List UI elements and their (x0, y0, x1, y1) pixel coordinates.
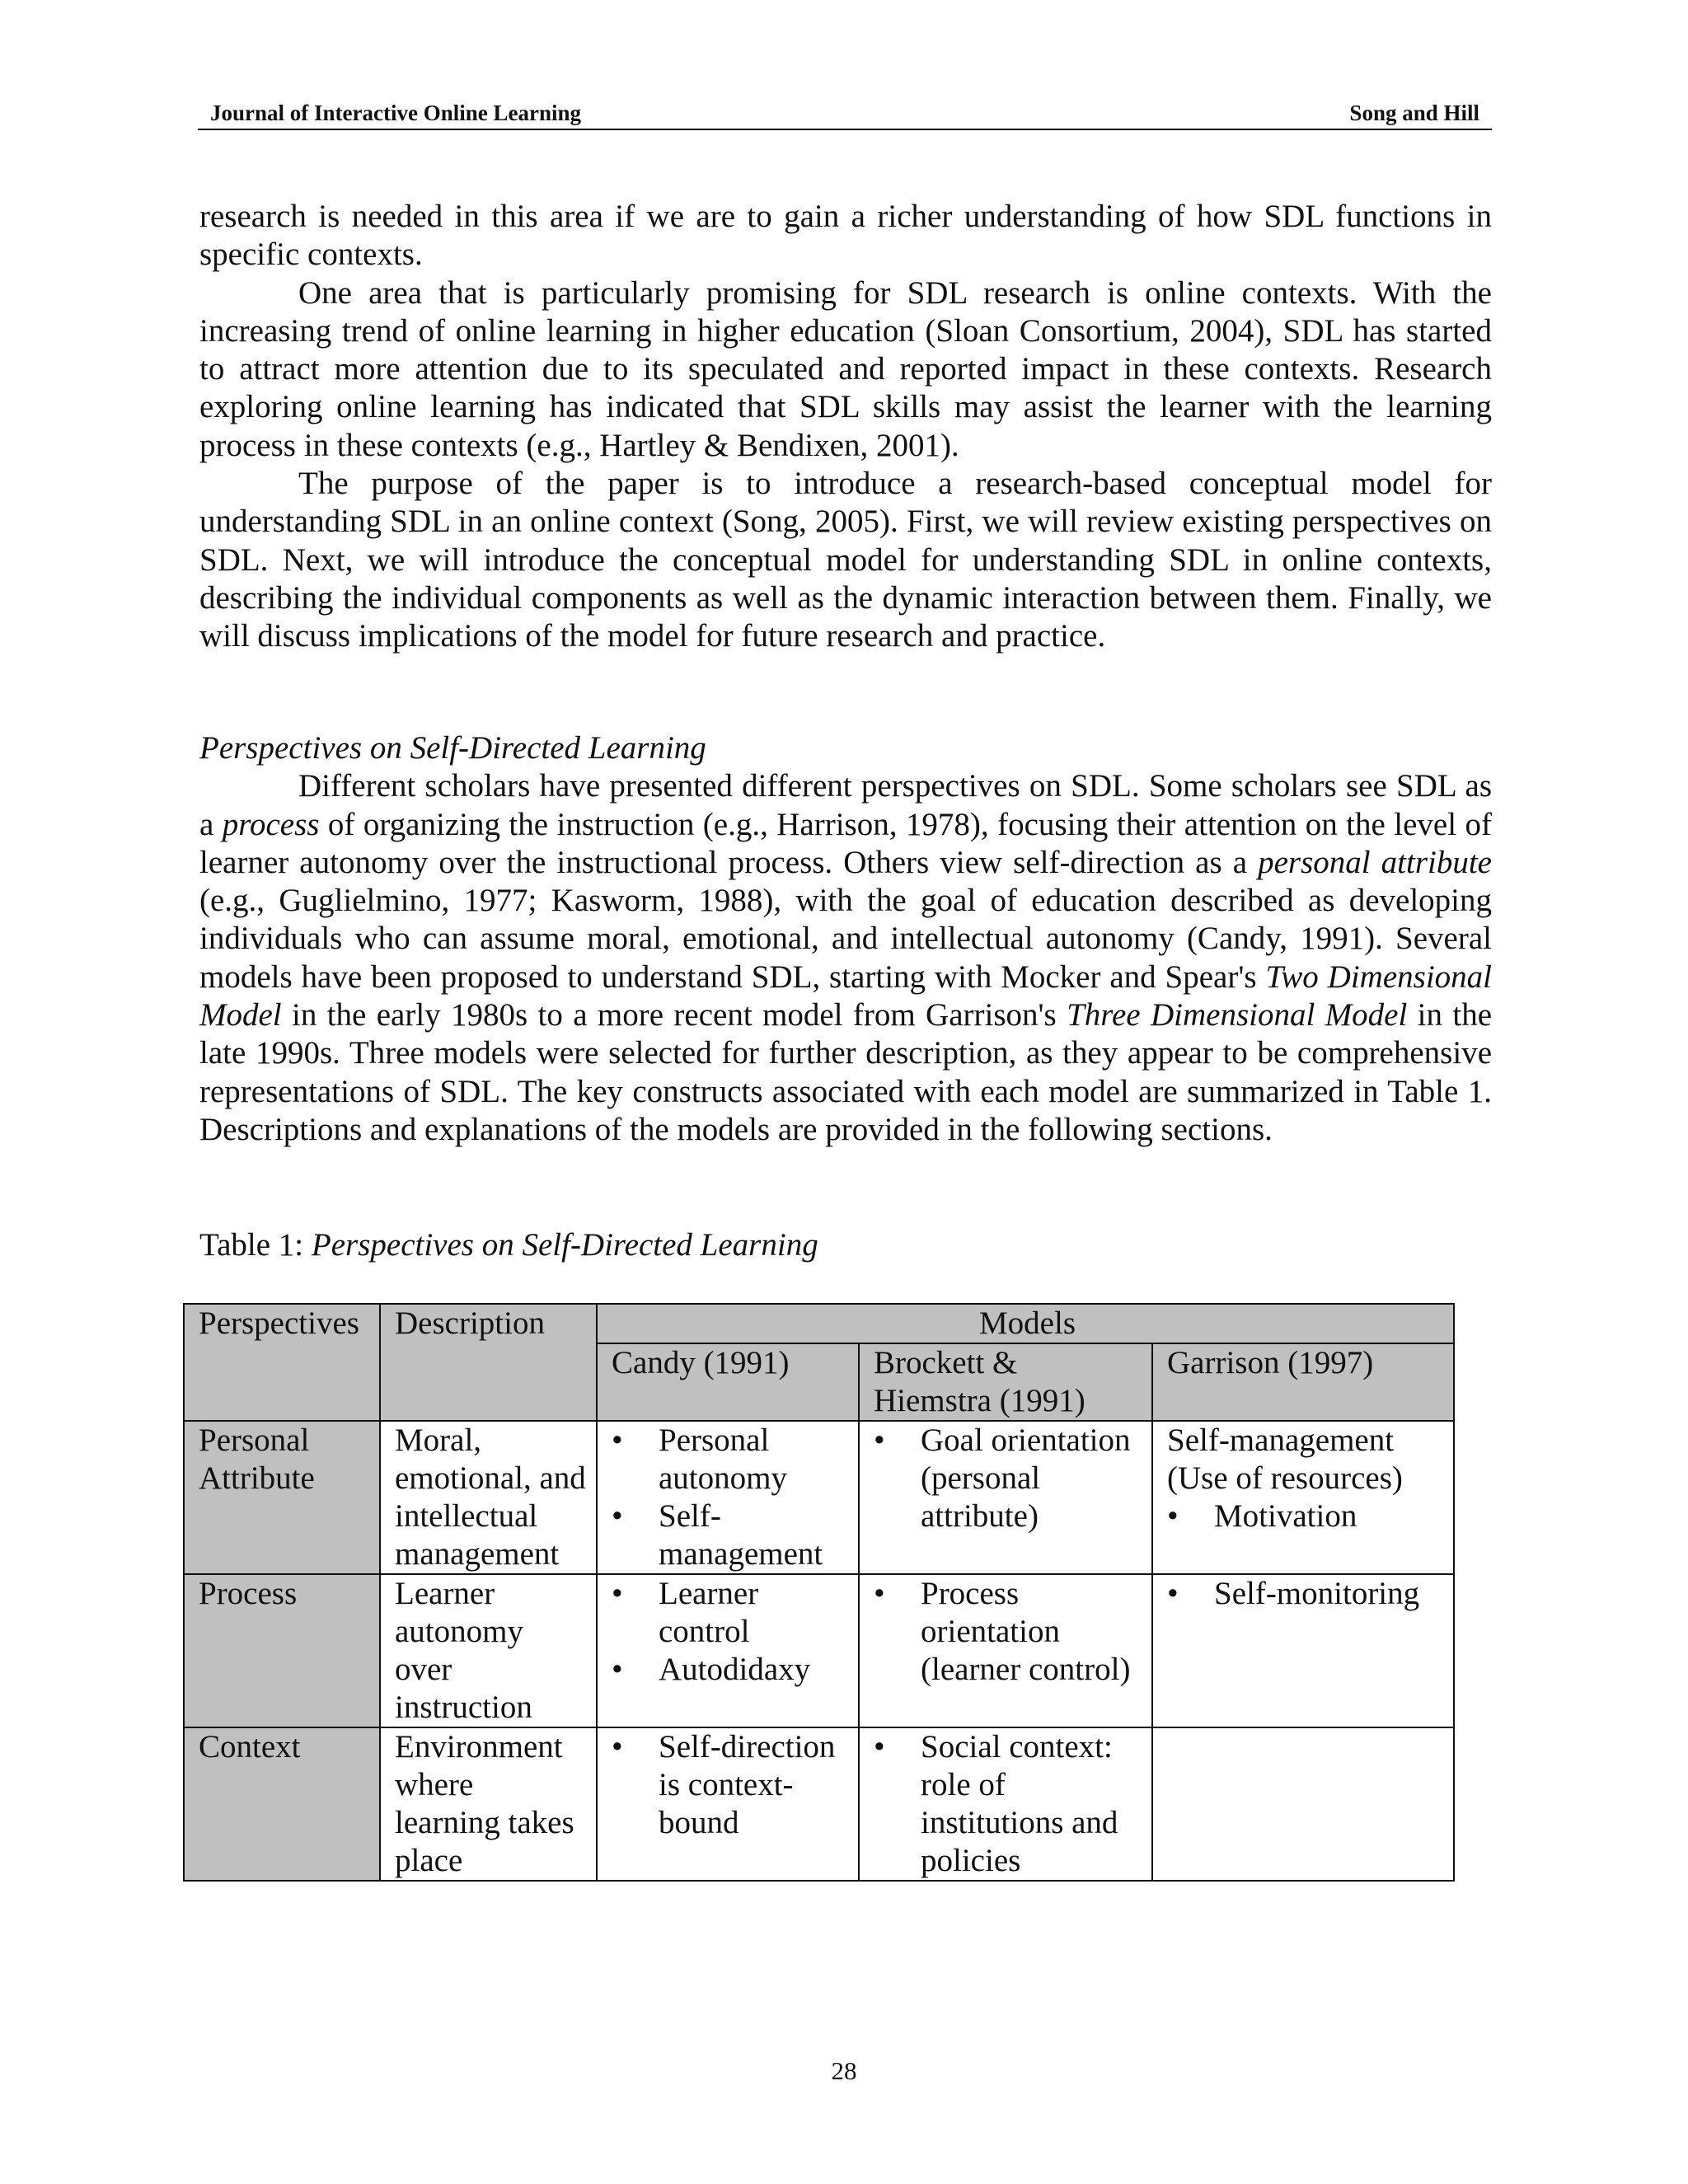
cell-garrison (1152, 1421, 1454, 1574)
journal-title: Journal of Interactive Online Learning (210, 101, 581, 125)
emphasis: Two Dimensional Model (199, 958, 1492, 1033)
header-models: Models (597, 1304, 1454, 1343)
paragraph-2: One area that is particularly promising for SDL research is online contexts. With the increasing trend of online learning in higher education (Sloan Consortium, 2004), SDL has started to attract more attention due to its speculated and reported impact in these contexts. Research exploring online learning has indicated that SDL skills may assist the learner with the learning process in these contexts (e.g., Hartley & Bendixen, 2001). (199, 274, 1492, 463)
header-perspectives: Perspectives (184, 1304, 380, 1421)
list-item: • Social context: role of institutions and policies (874, 1728, 1142, 1880)
caption-label: Table 1: (199, 1227, 312, 1263)
list-item: • Goal orientation (personal attribute) (874, 1422, 1142, 1535)
row-perspective: Context (184, 1727, 380, 1881)
cell-brockett (859, 1574, 1152, 1727)
cell-candy (597, 1574, 859, 1727)
intro-text (199, 198, 1492, 656)
table-caption (199, 1226, 818, 1264)
cell-candy (597, 1421, 859, 1574)
list-item: • Learner control (612, 1575, 848, 1651)
emphasis: Three Dimensional Model (1067, 997, 1408, 1033)
paragraph-3: The purpose of the paper is to introduce a research-based conceptual model for understanding SDL in an online context (Song, 2005). First, we will review existing perspectives on SDL. Next, we will introduce the conceptual model for understanding SDL in online contexts, describing the individual components as well as the dynamic interaction between them. Finally, we will discuss implications of the model for future research and practice. (199, 466, 1492, 654)
header-candy: Candy (1991) (597, 1343, 859, 1421)
caption-title: Perspectives on Self-Directed Learning (311, 1227, 818, 1263)
text-run: Different scholars have presented different perspectives on SDL. Some scholars see SDL as a (199, 768, 1492, 842)
text-run: in the early 1980s to a more recent model from Garrison's (281, 997, 1067, 1033)
section-paragraph (199, 767, 1492, 1149)
table-header-row (184, 1304, 1454, 1343)
emphasis: process (222, 806, 320, 842)
table-row (184, 1421, 1454, 1574)
list-item: • Personal autonomy (612, 1422, 848, 1497)
row-description: Learner autonomy over instruction (380, 1574, 597, 1727)
header-garrison: Garrison (1997) (1152, 1343, 1454, 1421)
cell-brockett (859, 1727, 1152, 1881)
section-heading: Perspectives on Self-Directed Learning (199, 730, 706, 766)
row-description: Environment where learning takes place (380, 1727, 597, 1881)
cell-candy (597, 1727, 859, 1881)
emphasis: personal attribute (1258, 844, 1492, 880)
page-number: 28 (831, 2056, 857, 2085)
list-item: • Process orientation (learner control) (874, 1575, 1142, 1689)
perspectives-table (183, 1303, 1455, 1882)
header-description: Description (380, 1304, 597, 1421)
row-description: Moral, emotional, and intellectual management (380, 1421, 597, 1574)
paragraph-1: research is needed in this area if we are to gain a richer understanding of how SDL functions in specific contexts. (199, 199, 1492, 273)
list-item: • Self-direction is context-bound (612, 1728, 848, 1842)
garrison-text: Self-management (Use of resources) (1167, 1422, 1403, 1496)
row-perspective: Personal Attribute (184, 1421, 380, 1574)
list-item: • Autodidaxy (612, 1651, 848, 1689)
cell-garrison (1152, 1727, 1454, 1881)
list-item: • Motivation (1167, 1497, 1443, 1535)
text-run: of organizing the instruction (e.g., Harrison, 1978), focusing their attention on the level of learner autonomy over the instructional process. Others view self-direction as a (199, 806, 1492, 880)
section-perspectives (199, 729, 1492, 1149)
cell-brockett (859, 1421, 1152, 1574)
running-header (198, 101, 1492, 130)
list-item: • Self-monitoring (1167, 1575, 1443, 1613)
header-brockett: Brockett & Hiemstra (1991) (859, 1343, 1152, 1421)
table-row (184, 1727, 1454, 1881)
cell-garrison (1152, 1574, 1454, 1727)
list-item: • Self-management (612, 1497, 848, 1573)
text-run: (e.g., Guglielmino, 1977; Kasworm, 1988), with the goal of education described as developing individuals who can assume moral, emotional, and intellectual autonomy (Candy, 1991). Several models have been proposed to understand SDL, starting with Mocker and Spear's (199, 883, 1492, 995)
table-row (184, 1574, 1454, 1727)
authors: Song and Hill (1349, 101, 1479, 125)
row-perspective: Process (184, 1574, 380, 1727)
text-run: in the late 1990s. Three models were selected for further description, as they appear to be comprehensive representations of SDL. The key constructs associated with each model are summarized in Table 1. Descriptions and explanations of the models are provided in the following sections. (199, 997, 1493, 1147)
